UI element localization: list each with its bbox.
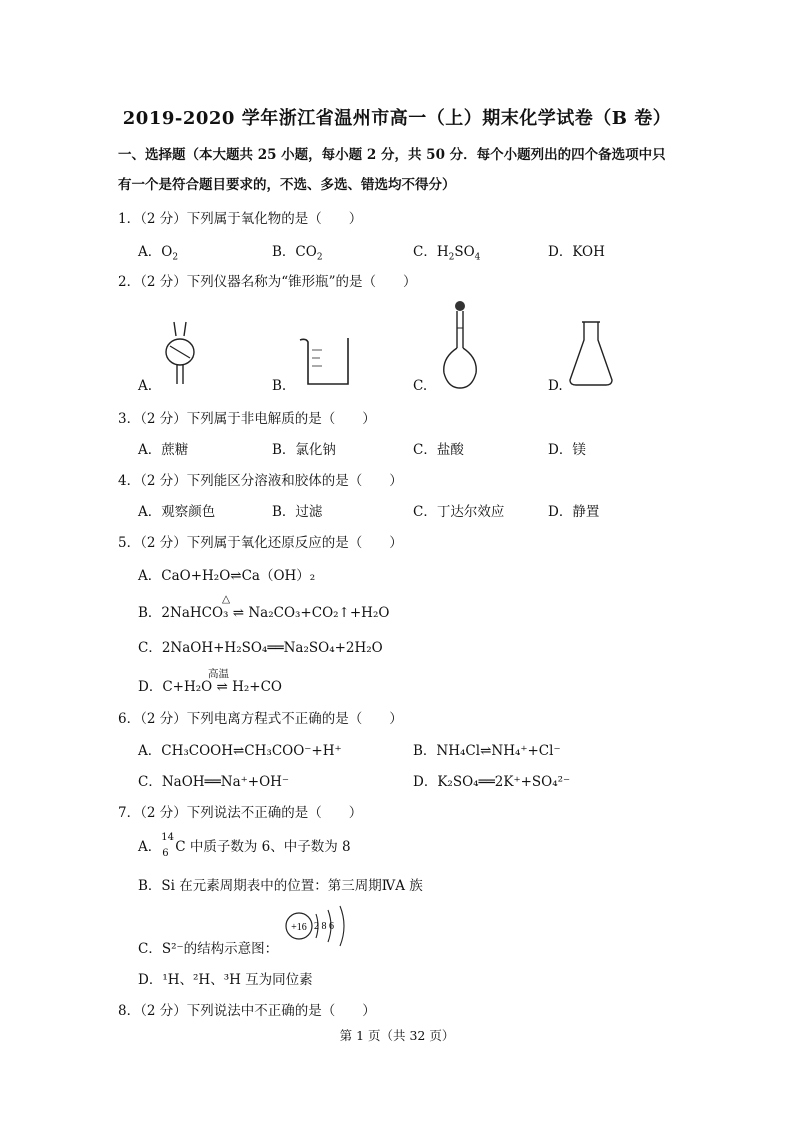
round-bulb-funnel-image [160,318,200,390]
question-2-option-c: C. [413,378,428,394]
question-6-option-a: A．CH₃COOH⇌CH₃COO⁻+H⁺ [138,743,342,759]
question-7-option-a: A． 14 6 C 中质子数为 6、中子数为 8 [138,831,351,859]
question-4-stem: 4．（2 分）下列能区分溶液和胶体的是（ ） [118,473,403,489]
question-2-option-a: A. [138,378,153,394]
question-1-option-c: C．$H_2SO_4$ [413,244,481,263]
question-5-option-c: C．2NaOH+H₂SO₄══Na₂SO₄+2H₂O [138,640,383,656]
section-instructions-line2: 有一个是符合题目要求的，不选、多选、错选均不得分） [118,177,456,193]
question-2-option-b: B. [272,378,287,394]
question-6-stem: 6．（2 分）下列电离方程式不正确的是（ ） [118,711,403,727]
question-8-stem: 8．（2 分）下列说法中不正确的是（ ） [118,1003,376,1019]
question-5-stem: 5．（2 分）下列属于氧化还原反应的是（ ） [118,535,403,551]
question-7-option-b: B．Si 在元素周期表中的位置：第三周期ⅣA 族 [138,878,423,894]
sulfide-ion-structure-diagram [284,902,364,948]
question-4-option-d: D．静置 [548,504,600,520]
question-7-stem: 7．（2 分）下列说法不正确的是（ ） [118,805,363,821]
question-5-option-d: D．C+H₂O ⇌ H₂+CO [138,679,283,695]
heat-condition-mark: △ [222,593,231,605]
question-2-option-d: D. [548,378,563,394]
question-6-option-c: C．NaOH══Na⁺+OH⁻ [138,774,290,790]
question-3-option-d: D．镁 [548,442,586,458]
conical-flask-image [564,318,618,390]
question-3-option-b: B．氯化钠 [272,442,336,458]
electron-shell-counts: 2 8 6 [314,921,334,932]
question-4-option-b: B．过滤 [272,504,323,520]
question-4-option-a: A．观察颜色 [138,504,216,520]
question-5-option-a: A．CaO+H₂O⇌Ca（OH）₂ [138,568,316,584]
question-2-stem: 2．（2 分）下列仪器名称为“锥形瓶”的是（ ） [118,274,417,290]
question-7-option-c: C．S²⁻的结构示意图： [138,941,279,957]
volumetric-flask-image [438,298,482,394]
question-6-option-d: D．K₂SO₄══2K⁺+SO₄²⁻ [413,774,571,790]
question-3-stem: 3．（2 分）下列属于非电解质的是（ ） [118,411,376,427]
question-3-option-a: A．蔗糖 [138,442,189,458]
atomic-number: 6 [162,847,169,859]
question-7-option-d: D．¹H、²H、³H 互为同位素 [138,972,313,988]
question-1-stem: 1．（2 分）下列属于氧化物的是（ ） [118,211,363,227]
page-title: 2019-2020 学年浙江省温州市高一（上）期末化学试卷（B 卷） [122,108,672,129]
high-temperature-condition-mark: 高温 [208,668,229,680]
question-3-option-c: C．盐酸 [413,442,464,458]
question-5-option-b: B．2NaHCO₃ ⇌ Na₂CO₃+CO₂↑+H₂O [138,605,390,621]
page-footer: 第 1 页（共 32 页） [339,1028,455,1043]
question-1-option-b: B．$CO_2$ [272,244,323,263]
beaker-image [296,334,356,389]
question-1-option-d: D．KOH [548,244,605,260]
mass-number: 14 [161,831,174,843]
question-6-option-b: B．NH₄Cl⇌NH₄⁺+Cl⁻ [413,743,561,759]
section-instructions-line1: 一、选择题（本大题共 25 小题，每小题 2 分，共 50 分．每个小题列出的四个备选项中只 [118,147,666,163]
question-1-option-a: A．$O_2$ [138,244,179,263]
question-4-option-c: C．丁达尔效应 [413,504,505,520]
nucleus-charge: +16 [291,922,307,933]
